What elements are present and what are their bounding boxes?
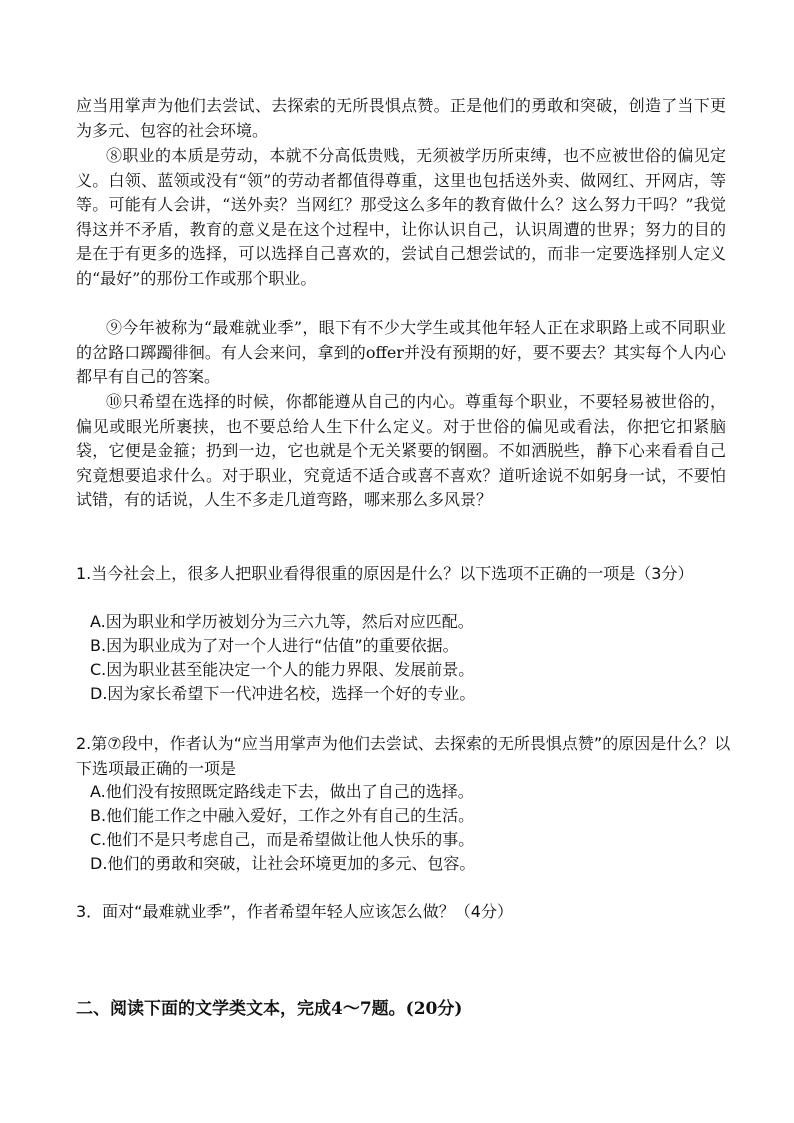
question-2-option-c: C.他们不是只考虑自己，而是希望做让他人快乐的事。 [90, 830, 475, 849]
passage-paragraph-8: ⑧职业的本质是劳动，本就不分高低贵贱，无须被学历所束缚，也不应被世俗的偏见定义。白领、蓝领或没有“领”的劳动者都值得尊重，这里也包括送外卖、做网红、开网店，等等。可能有人会讲，“送外卖？当网红？那受这么多年的教育做什么？这么努力干吗？”我觉得这并不矛盾，教育的意义是在这个过程中，让你认识自己，认识周遭的世界；努力的目的是在于有更多的选择，可以选择自己喜欢的，尝试自己想尝试的，而非一定要选择别人定义的“最好”的那份工作或那个职业。 [76, 146, 726, 288]
question-2-option-b: B.他们能工作之中融入爱好，工作之外有自己的生活。 [90, 806, 475, 825]
question-1-option-b: B.因为职业成为了对一个人进行“估值”的重要依据。 [90, 636, 459, 655]
question-2-option-a: A.他们没有按照既定路线走下去，做出了自己的选择。 [90, 782, 474, 801]
passage-paragraph-7-end: 应当用掌声为他们去尝试、去探索的无所畏惧点赞。正是他们的勇敢和突破，创造了当下更为多元、包容的社会环境。 [76, 96, 726, 140]
question-1-stem: 1.当今社会上，很多人把职业看得很重的原因是什么？以下选项不正确的一项是（3分） [76, 564, 694, 583]
question-1-option-a: A.因为职业和学历被划分为三六九等，然后对应匹配。 [90, 612, 474, 631]
question-3-stem: 3．面对“最难就业季”，作者希望年轻人应该怎么做？（4分） [76, 902, 513, 921]
section-2-heading: 二、阅读下面的文学类文本，完成4～7题。(20分) [76, 999, 463, 1019]
question-2-option-d: D.他们的勇敢和突破，让社会环境更加的多元、包容。 [90, 854, 476, 873]
passage-paragraph-9: ⑨今年被称为“最难就业季”，眼下有不少大学生或其他年轻人正在求职路上或不同职业的岔路口踯躅徘徊。有人会来问，拿到的offer并没有预期的好，要不要去？其实每个人内心都早有自己的答案。 [76, 318, 726, 386]
question-2-stem: 2.第⑦段中，作者认为“应当用掌声为他们去尝试、去探索的无所畏惧点赞”的原因是什么？以下选项最正确的一项是 [76, 734, 731, 778]
question-1-option-c: C.因为职业甚至能决定一个人的能力界限、发展前景。 [90, 660, 475, 679]
passage-paragraph-10: ⑩只希望在选择的时候，你都能遵从自己的内心。尊重每个职业，不要轻易被世俗的，偏见或眼光所裹挟，也不要总给人生下什么定义。对于世俗的偏见或看法，你把它扣紧脑袋，它便是金箍；扔到一边，它也就是个无关紧要的钢圈。不如洒脱些，静下心来看看自己究竟想要追求什么。对于职业，究竟适不适合或喜不喜欢？道听途说不如躬身一试，不要怕试错，有的话说，人生不多走几道弯路，哪来那么多风景？ [76, 392, 726, 509]
question-1-option-d: D.因为家长希望下一代冲进名校，选择一个好的专业。 [90, 684, 476, 703]
